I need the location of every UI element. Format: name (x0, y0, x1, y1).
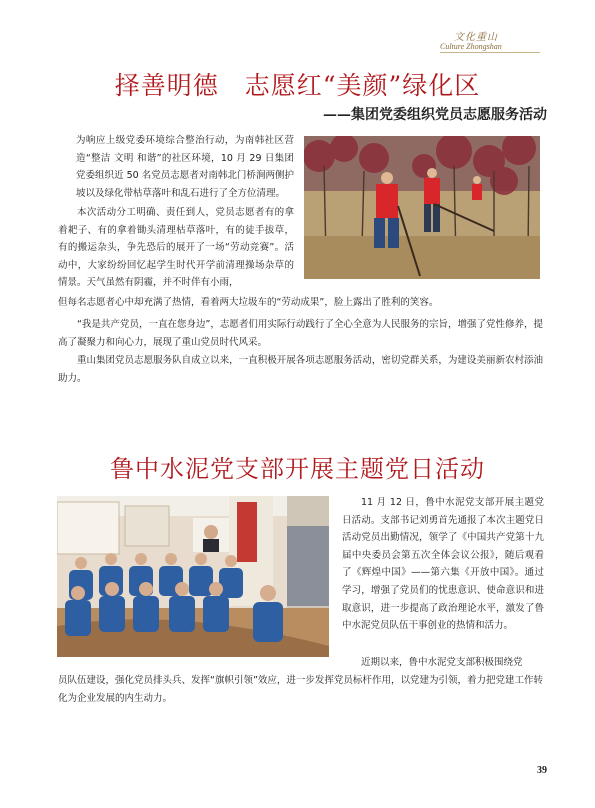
brand-chinese: 文化重山 (454, 32, 498, 43)
article1-subtitle: ——集团党委组织党员志愿服务活动 (323, 107, 547, 123)
article2-paragraph-2-continued: 员队伍建设，强化党员排头兵、发挥“旗帜引领”效应，进一步发挥党员标杆作用，以党建为引领，着力把党建工作转化为企业发展的内生动力。 (58, 675, 543, 704)
article1-paragraph-2: 本次活动分工明确、责任到人，党员志愿者有的拿着耙子、有的拿着锄头清理枯草落叶，有的徒手拔草，有的搬运杂头，争先恐后的展开了一场“劳动竞赛”。活动中，大家纷纷回忆起学生时代开学前清理操场杂草的情景。天气虽然有阴霾，并不时伴有小雨， (58, 207, 294, 289)
article1-title: 择善明德 志愿红“美颜”绿化区 (114, 71, 481, 100)
volunteer-cleanup-photo (304, 136, 540, 279)
article2-title: 鲁中水泥党支部开展主题党日活动 (110, 455, 485, 483)
brand-english: Culture Zhongshan (440, 42, 502, 51)
brand-rule (440, 52, 540, 53)
brand-logo (440, 30, 540, 56)
article1-paragraph-1: 为响应上级党委环境综合整治行动，为南韩社区营造“整洁 文明 和谐”的社区环境，10 月 29 日集团党委组织近 50 名党员志愿者对南韩北门桥涧两侧护坡以及绿化带枯草落叶和乱石进行了全方位清理。 (76, 135, 294, 199)
article2-paragraph-2-start: 近期以来，鲁中水泥党支部积极围绕党 (361, 657, 523, 668)
page-number: 39 (537, 765, 547, 776)
article2-paragraph-1: 11 月 12 日，鲁中水泥党支部开展主题党日活动。支部书记刘勇首先通报了本次主题党日活动党员出勤情况，领学了《中国共产党第十九届中央委员会第五次全体会议公报》，随后观看了《辉煌中国》——第六集《开放中国》。通过学习，增强了党员们的忧患意识、使命意识和进取意识，进一步提高了政治理论水平，激发了鲁中水泥党员队伍干事创业的热情和活力。 (342, 497, 544, 632)
article1-paragraph-2-continued: 但每名志愿者心中却充满了热情，看着两大垃圾车的“劳动成果”，脸上露出了胜利的笑容。 (58, 297, 439, 308)
party-meeting-photo (57, 496, 329, 657)
article1-paragraph-3: “我是共产党员，一直在您身边”，志愿者们用实际行动践行了全心全意为人民服务的宗旨，增强了党性修养，提高了凝聚力和向心力，展现了重山党员时代风采。 (58, 319, 543, 348)
article1-paragraph-4: 重山集团党员志愿服务队自成立以来，一直积极开展各项志愿服务活动，密切党群关系，为建设美丽新农村添油助力。 (58, 355, 543, 384)
